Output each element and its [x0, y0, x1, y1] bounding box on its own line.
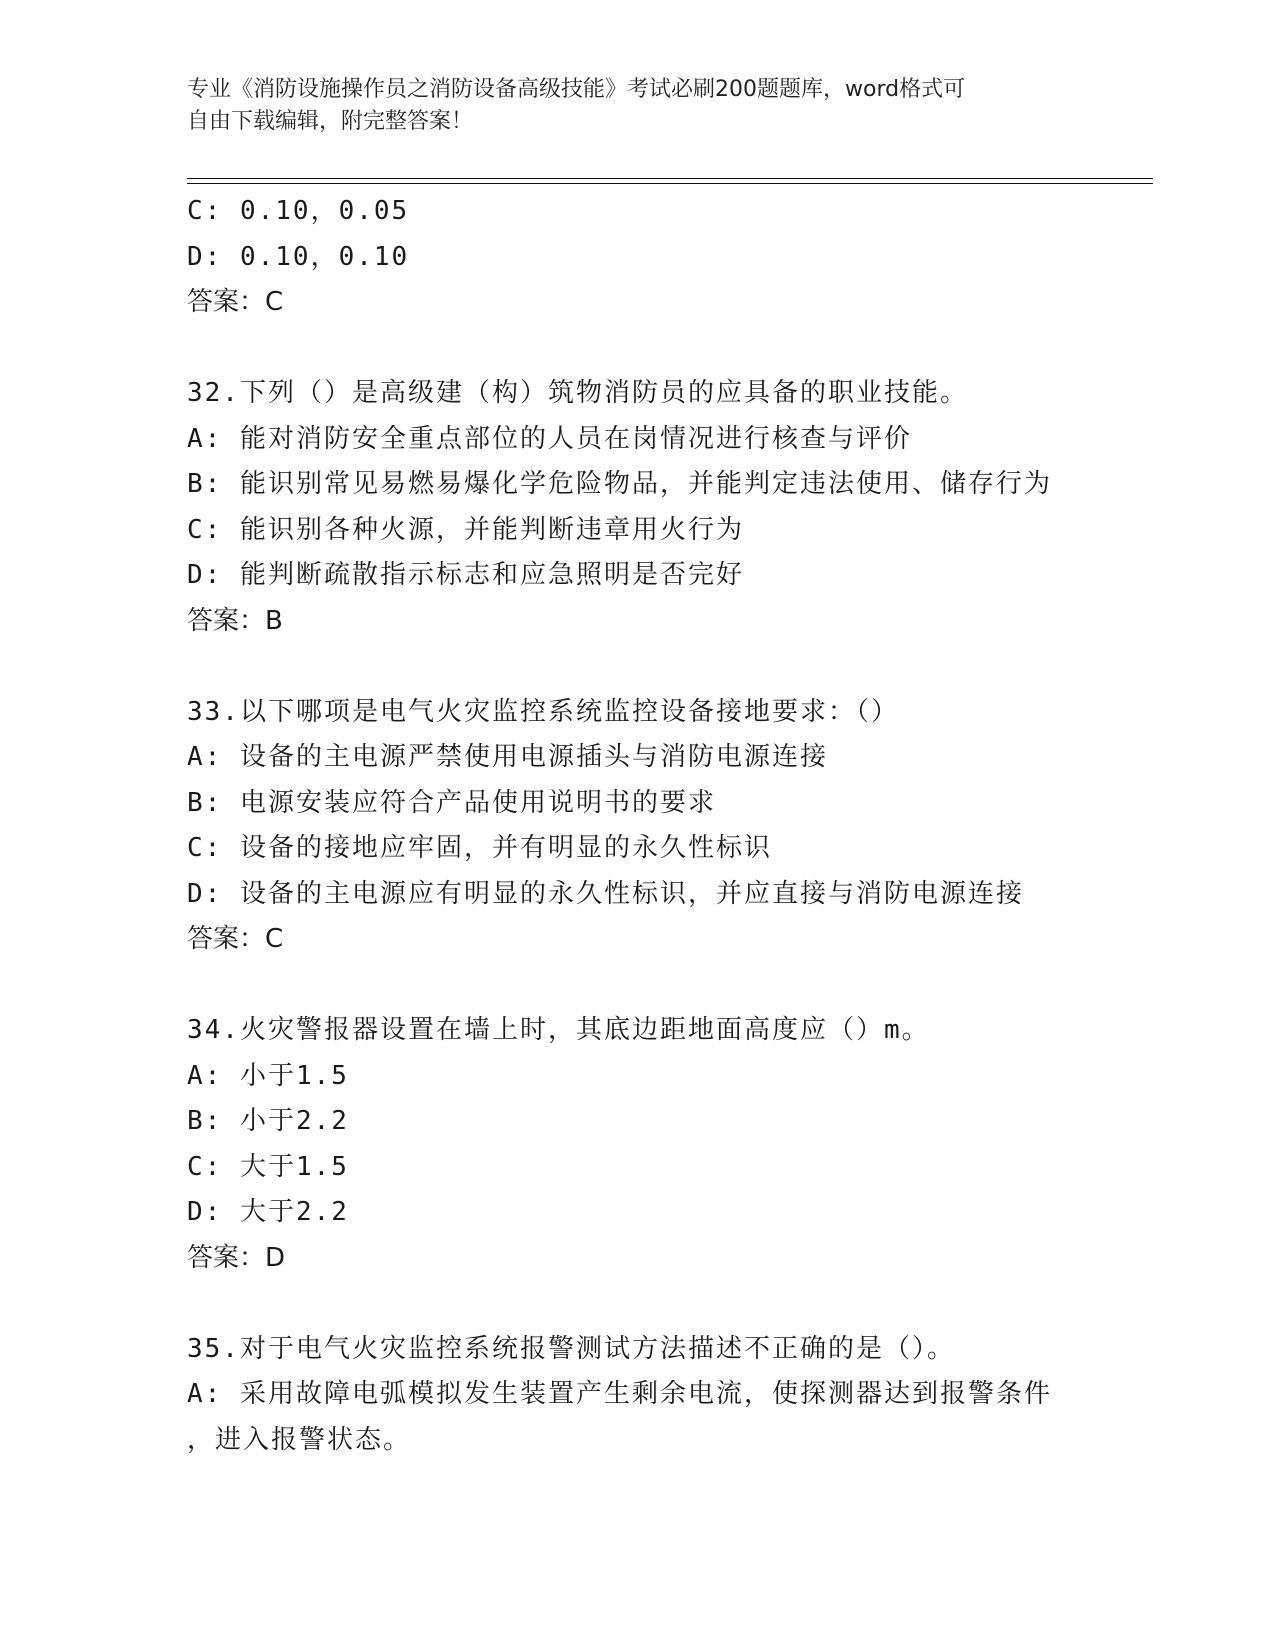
- question-block: [187, 1008, 1147, 1281]
- header-rule-bottom: [187, 183, 1153, 184]
- option-line: A: 采用故障电弧模拟发生装置产生剩余电流，使探测器达到报警条件: [187, 1379, 1052, 1409]
- option-line: C: 大于1.5: [187, 1151, 349, 1182]
- document-header: [187, 74, 1067, 138]
- document-body: [187, 189, 1147, 1463]
- header-title-line-2: 自由下载编辑，附完整答案！: [187, 109, 474, 134]
- option-line: D: 0.10，0.10: [187, 241, 410, 272]
- header-title-line-1: 专业《消防设施操作员之消防设备高级技能》考试必刷200题题库，word格式可: [187, 77, 966, 102]
- option-line: C: 0.10，0.05: [187, 196, 410, 226]
- spacer: [187, 644, 1147, 690]
- option-line: D: 大于2.2: [187, 1197, 349, 1227]
- question-stem: 33.以下哪项是电气火灾监控系统监控设备接地要求：（）: [187, 696, 899, 727]
- spacer: [187, 326, 1147, 372]
- question-block: [187, 1327, 1147, 1464]
- question-block: [187, 371, 1147, 644]
- option-line: C: 设备的接地应牢固，并有明显的永久性标识: [187, 833, 772, 863]
- option-line-continuation: ，进入报警状态。: [187, 1424, 412, 1455]
- option-line: C: 能识别各种火源，并能判断违章用火行为: [187, 514, 744, 545]
- spacer: [187, 963, 1147, 1009]
- answer-line: 答案：C: [187, 924, 284, 954]
- option-line: A: 能对消防安全重点部位的人员在岗情况进行核查与评价: [187, 423, 912, 454]
- option-line: B: 电源安装应符合产品使用说明书的要求: [187, 787, 716, 818]
- question-stem: 32.下列（）是高级建（构）筑物消防员的应具备的职业技能。: [187, 378, 968, 408]
- header-rule-top: [187, 178, 1153, 179]
- answer-line: 答案：C: [187, 287, 284, 317]
- option-line: B: 小于2.2: [187, 1106, 349, 1136]
- option-line: A: 设备的主电源严禁使用电源插头与消防电源连接: [187, 742, 828, 772]
- option-line: B: 能识别常见易燃易爆化学危险物品，并能判定违法使用、储存行为: [187, 469, 1052, 499]
- option-line: A: 小于1.5: [187, 1060, 349, 1091]
- question-stem: 35.对于电气火灾监控系统报警测试方法描述不正确的是（）。: [187, 1333, 955, 1364]
- question-block: [187, 690, 1147, 963]
- answer-line: 答案：B: [187, 605, 283, 636]
- option-line: D: 设备的主电源应有明显的永久性标识，并应直接与消防电源连接: [187, 878, 1024, 909]
- answer-line: 答案：D: [187, 1242, 286, 1273]
- question-stem: 34.火灾警报器设置在墙上时，其底边距地面高度应（）m。: [187, 1015, 930, 1045]
- option-line: D: 能判断疏散指示标志和应急照明是否完好: [187, 560, 744, 590]
- spacer: [187, 1281, 1147, 1327]
